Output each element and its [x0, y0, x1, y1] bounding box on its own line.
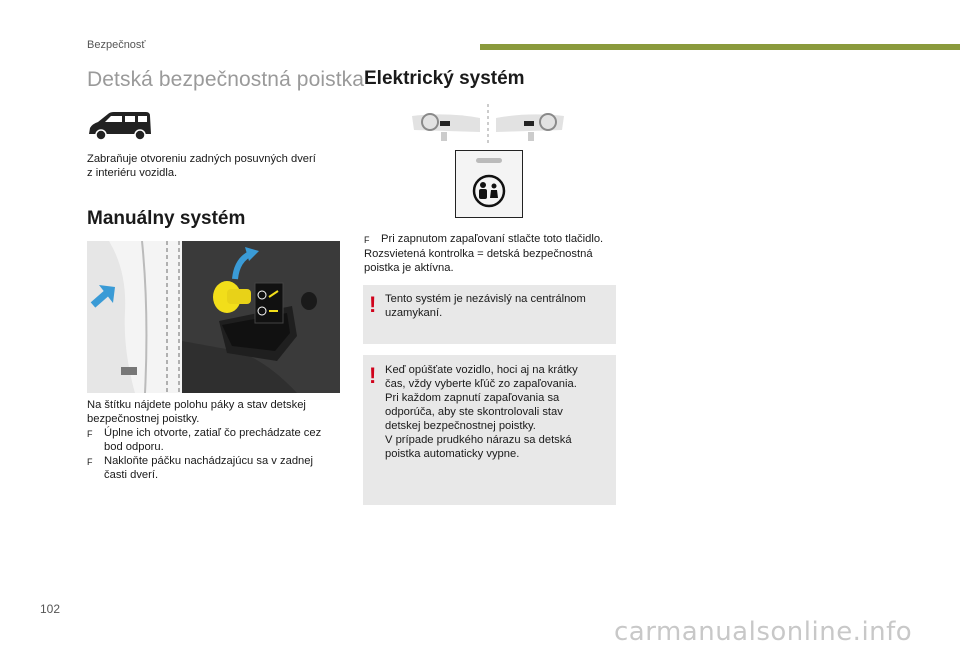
warning-line: detskej bezpečnostnej poistky.	[385, 420, 536, 432]
warning-line: odporúča, aby ste skontrolovali stav	[385, 406, 563, 418]
child-lock-button	[455, 150, 523, 218]
warning-line: uzamykaní.	[385, 307, 443, 319]
warning-line: Tento systém je nezávislý na centrálnom	[385, 293, 586, 305]
bullet-line: časti dverí.	[104, 469, 159, 481]
bullet-mark: F	[87, 457, 93, 467]
warning-box-1	[363, 285, 616, 344]
section-label: Bezpečnosť	[87, 39, 146, 51]
page-number: 102	[40, 602, 61, 616]
bullet-mark: F	[364, 235, 370, 245]
warning-box-2	[363, 355, 616, 505]
door-lever-photo	[87, 241, 340, 393]
page-title: Detská bezpečnostná poistka	[87, 68, 365, 91]
manual-line: bezpečnostnej poistky.	[87, 413, 200, 425]
electric-line: Pri zapnutom zapaľovaní stlačte toto tlačidlo.	[381, 233, 604, 245]
watermark: carmanualsonline.info	[614, 617, 913, 647]
manual-line: Na štítku nájdete polohu páky a stav detskej	[87, 399, 306, 411]
manual-bullet	[87, 454, 347, 482]
warning-line: Keď opúšťate vozidlo, hoci aj na krátky	[385, 364, 578, 376]
warning-line: poistka automaticky vypne.	[385, 448, 520, 460]
warning-icon: !	[369, 363, 377, 388]
manual-heading: Manuálny systém	[87, 208, 246, 229]
electric-line: poistka je aktívna.	[364, 262, 454, 274]
electric-line: Rozsvietená kontrolka = detská bezpečnostná	[364, 248, 593, 260]
bullet-line: Úplne ich otvorte, zatiaľ čo prechádzate cez	[104, 427, 322, 439]
header-accent-bar	[480, 44, 960, 50]
intro-text	[87, 152, 347, 180]
intro-line: z interiéru vozidla.	[87, 167, 178, 179]
electric-bullet	[364, 232, 614, 247]
bullet-line: bod odporu.	[104, 441, 164, 453]
warning-text	[385, 363, 606, 461]
warning-line: čas, vždy vyberte kľúč zo zapaľovania.	[385, 378, 577, 390]
dashboard-location-diagram	[408, 104, 568, 146]
electric-text	[364, 232, 614, 275]
intro-line: Zabraňuje otvoreniu zadných posuvných dverí	[87, 153, 316, 165]
van-icon	[86, 108, 154, 144]
manual-bullet	[87, 426, 347, 454]
warning-line: Pri každom zapnutí zapaľovania sa	[385, 392, 560, 404]
warning-line: V prípade prudkého nárazu sa detská	[385, 434, 572, 446]
bullet-mark: F	[87, 429, 93, 439]
bullet-line: Nakloňte páčku nachádzajúcu sa v zadnej	[104, 455, 313, 467]
manual-text	[87, 398, 347, 482]
warning-text	[385, 292, 606, 320]
warning-icon: !	[369, 292, 377, 317]
electric-heading: Elektrický systém	[364, 68, 525, 89]
